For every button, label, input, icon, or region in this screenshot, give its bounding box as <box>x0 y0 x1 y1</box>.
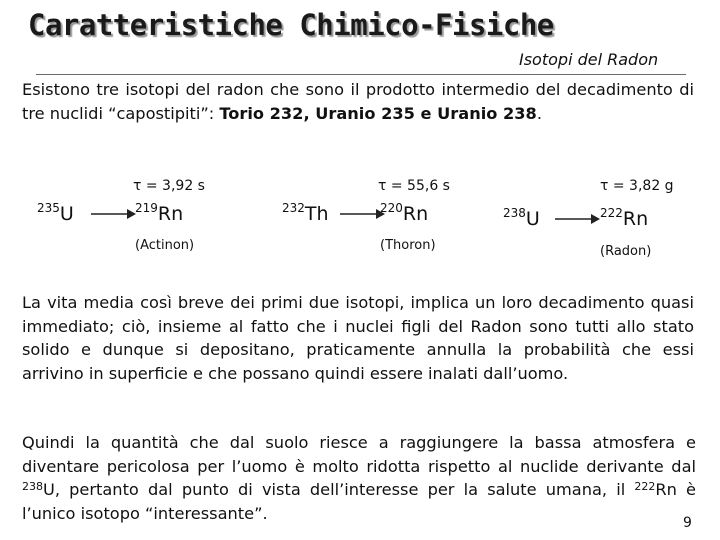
element-symbol: Rn <box>157 203 184 225</box>
daughter-nuclide-rn220 <box>380 203 428 225</box>
intro-text: Esistono tre isotopi del radon che sono il prodotto intermedio del decadimento di tre nuclidi “capostipiti”: <box>22 80 694 123</box>
intro-bold-nuclides: Torio 232, Uranio 235 e Uranio 238 <box>219 103 537 123</box>
daughter-name-actinon: (Actinon) <box>135 238 195 253</box>
half-life-paragraph: La vita media così breve dei primi due isotopi, implica un loro decadimento quasi immediato; ciò, insieme al fatto che i nuclei figli del Radon sono tutti allo stato solido e dunque si depositano, praticamente annulla la probabilità che essi arrivino in superficie e che possano quindi essere inalati dall’uomo. <box>22 293 694 383</box>
intro-paragraph <box>22 78 694 125</box>
mean-life-label: τ = 3,82 g <box>600 178 674 194</box>
slide-subtitle: Isotopi del Radon <box>519 50 659 69</box>
mass-number: 235 <box>37 201 60 215</box>
mass-number: 232 <box>282 201 305 215</box>
conclusion-text-3: Rn è l’unico isotopo “interessante”. <box>22 480 696 523</box>
daughter-nuclide-rn222 <box>600 208 648 230</box>
title-divider <box>36 74 686 75</box>
daughter-name-radon: (Radon) <box>600 244 652 259</box>
mass-number: 219 <box>135 201 158 215</box>
element-symbol: Th <box>304 203 329 225</box>
daughter-nuclide-rn219 <box>135 203 183 225</box>
mass-number: 238 <box>503 206 526 220</box>
conclusion-paragraph <box>22 431 696 525</box>
mass-number: 222 <box>634 480 656 493</box>
conclusion-text-2: U, pertanto dal punto di vista dell’interesse per la salute umana, il <box>43 480 635 499</box>
mean-life-label: τ = 55,6 s <box>378 178 450 194</box>
mass-number: 220 <box>380 201 403 215</box>
element-symbol: Rn <box>402 203 429 225</box>
mean-life-label: τ = 3,92 s <box>133 178 205 194</box>
intro-period: . <box>536 103 542 123</box>
parent-nuclide-u235 <box>37 203 74 225</box>
conclusion-text-1: Quindi la quantità che dal suolo riesce a raggiungere la bassa atmosfera e diventare pericolosa per l’uomo è molto ridotta rispetto al nuclide derivante dal <box>22 433 696 476</box>
page-number: 9 <box>683 515 692 531</box>
daughter-name-thoron: (Thoron) <box>380 238 436 253</box>
element-symbol: U <box>59 203 74 225</box>
mass-number: 222 <box>600 206 623 220</box>
parent-nuclide-th232 <box>282 203 329 225</box>
element-symbol: U <box>525 208 540 230</box>
decay-arrow-icon <box>91 206 137 222</box>
slide-title: Caratteristiche Chimico-Fisiche <box>28 8 554 42</box>
parent-nuclide-u238 <box>503 208 540 230</box>
mass-number: 238 <box>22 480 43 493</box>
element-symbol: Rn <box>622 208 649 230</box>
decay-arrow-icon <box>555 211 601 227</box>
